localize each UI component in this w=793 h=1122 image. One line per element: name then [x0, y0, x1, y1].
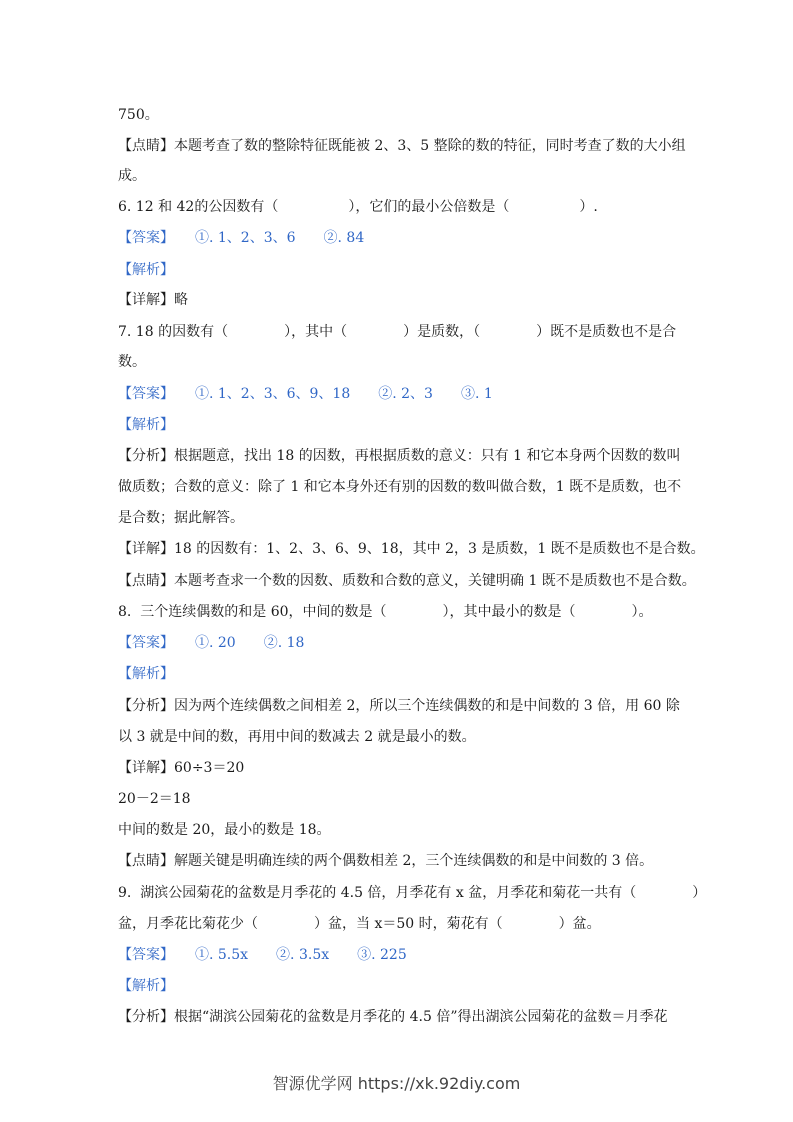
text-line: 【详解】18 的因数有：1、2、3、6、9、18，其中 2，3 是质数，1 既不是质数也不是合数。 — [118, 541, 705, 557]
text-line: 【详解】60÷3＝20 — [118, 760, 245, 776]
text-line: 【点睛】解题关键是明确连续的两个偶数相差 2，三个连续偶数的和是中间数的 3 倍。 — [118, 853, 654, 869]
text-line: 数。 — [118, 354, 146, 370]
analysis-label: 【解析】 — [118, 417, 174, 433]
text-line: 【详解】略 — [118, 292, 188, 308]
answer-line: 【答案】 ①. 5.5x ②. 3.5x ③. 225 — [118, 947, 407, 963]
text-line: 【点睛】本题考查求一个数的因数、质数和合数的意义，关键明确 1 既不是质数也不是合数。 — [118, 573, 696, 589]
text-line: 以 3 就是中间的数，再用中间的数减去 2 就是最小的数。 — [118, 729, 476, 745]
analysis-label: 【解析】 — [118, 666, 174, 682]
question-9: 9. 湖滨公园菊花的盆数是月季花的 4.5 倍，月季花有 x 盆，月季花和菊花一共有（ ） — [118, 885, 707, 901]
answer-line: 【答案】 ①. 20 ②. 18 — [118, 635, 305, 651]
question-7: 7. 18 的因数有（ ），其中（ ）是质数，（ ）既不是质数也不是合 — [118, 324, 677, 340]
text-line: 【分析】根据“湖滨公园菊花的盆数是月季花的 4.5 倍”得出湖滨公园菊花的盆数＝月季花 — [118, 1009, 668, 1025]
text-line: 【分析】因为两个连续偶数之间相差 2，所以三个连续偶数的和是中间数的 3 倍，用 60 除 — [118, 698, 680, 714]
text-line: 成。 — [118, 168, 146, 184]
text-line: 是合数；据此解答。 — [118, 510, 244, 526]
text-line: 中间的数是 20，最小的数是 18。 — [118, 822, 331, 838]
analysis-label: 【解析】 — [118, 262, 174, 278]
analysis-label: 【解析】 — [118, 978, 174, 994]
text-line: 20－2＝18 — [118, 791, 191, 807]
answer-line: 【答案】 ①. 1、2、3、6 ②. 84 — [118, 230, 365, 246]
text-line: 做质数；合数的意义：除了 1 和它本身外还有别的因数的数叫做合数，1 既不是质数，也不 — [118, 479, 682, 495]
text-line: 750。 — [118, 107, 159, 123]
text-line: 【点睛】本题考查了数的整除特征既能被 2、3、5 整除的数的特征，同时考查了数的大小组 — [118, 138, 686, 154]
text-line: 【分析】根据题意，找出 18 的因数，再根据质数的意义：只有 1 和它本身两个因数的数叫 — [118, 448, 681, 464]
question-6: 6. 12 和 42的公因数有（ ），它们的最小公倍数是（ ）. — [118, 199, 598, 215]
text-line: 盆，月季花比菊花少（ ）盆，当 x＝50 时，菊花有（ ）盆。 — [118, 916, 601, 932]
answer-line: 【答案】 ①. 1、2、3、6、9、18 ②. 2、3 ③. 1 — [118, 386, 493, 402]
question-8: 8. 三个连续偶数的和是 60，中间的数是（ ），其中最小的数是（ ）。 — [118, 604, 653, 620]
footer-watermark: 智源优学网 https://xk.92diy.com — [272, 1074, 521, 1093]
